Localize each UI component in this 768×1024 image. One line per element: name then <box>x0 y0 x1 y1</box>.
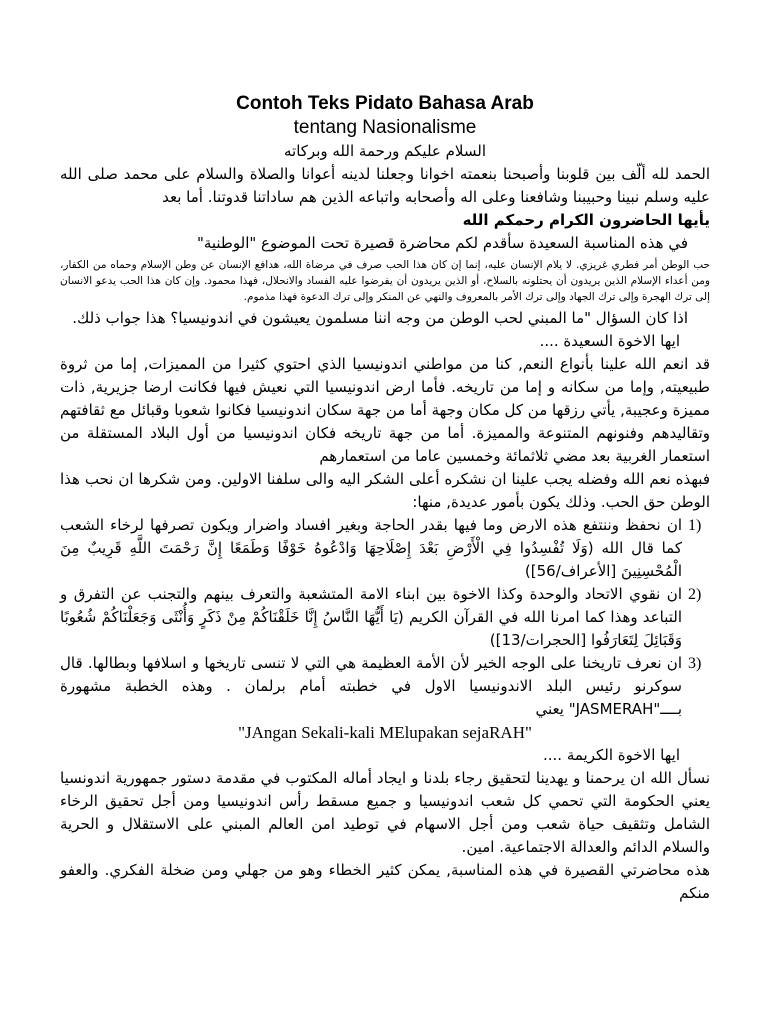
list-item-number: 1) <box>688 517 702 534</box>
gratitude-paragraph: فبهذه نعم الله وفضله يجب علينا ان نشكره أعلى الشكر اليه والى سلفنا الاولين. ومن شكرها ان نحب هذا الوطن حق الحب. وذلك يكون بأمور عديدة, منها: <box>60 470 710 511</box>
topic-line: في هذه المناسبة السعيدة سأقدم لكم محاضرة قصيرة تحت الموضوع "الوطنية" <box>196 234 688 252</box>
audience-greeting: يأيها الحاضرون الكرام رحمكم الله <box>462 211 710 229</box>
brothers-line-1: ايها الاخوة السعيدة .... <box>539 332 680 350</box>
list-item <box>60 583 710 652</box>
closing-paragraph: هذه محاضرتي القصيرة في هذه المناسبة, يمكن كثير الخطاء وهو من جهلي ومن ضخلة الفكري. والعفو منكم <box>60 861 710 902</box>
list-item-text: ان نقوي الاتحاد والوحدة وكذا الاخوة بين ابناء الامة المتشعبة والتعرف بينهم والتجنب عن التفرق و التباعد وهذا كما امرنا الله في القرآن الكريم (يَا أَيُّهَا النَّاسُ إِنَّا خَلَقْنَاكُمْ مِنْ ذَكَرٍ وَأُنْثَى وَجَعَلْنَاكُمْ شُعُوبًا وَقَبَائِلَ لِتَعَارَفُوا [الحجرات/13]) <box>60 585 682 649</box>
title-line-2: tentang Nasionalisme <box>293 117 477 138</box>
list-item-text: ان نعرف تاريخنا على الوجه الخير لأن الأمة العظيمة هي التي لا تنسى تاريخها و اسلافها وبطالها. قال سوكرنو رئيس البلد الاندونيسيا الاول في خطبته أمام برلمان . وهذه الخطبة مشهورة بــــ"JASMERAH" يعني <box>60 654 682 718</box>
list-item <box>60 652 710 721</box>
small-quote-paragraph: حب الوطن أمر فطري غريزي. لا يلام الإنسان عليه، إنما إن كان هذا الحب صرف في مرضاة الله، هدافع الإنسان عن وطن الإسلام وحماه من الكفار، ومن أعداء الإسلام الذين يريدون أن يحتلونه بالسلاح، أو الذين يريدون أن يفرضوا عليه الفساد والانحلال، فهذا محمود. وإن كان هذا الحب يدعو الانسان إلى ترك الهجرة وإلى ترك الجهاد وإلى ترك الأمر بالمعروف والنهي عن المنكر وإلى ترك الدعوة فهذا مذموم. <box>60 259 710 303</box>
blessing-paragraph: قد انعم الله علينا بأنواع النعم, كنا من مواطني اندونيسيا الذي احتوي كثيرا من المميزات, إما من ثروة طبيعيته, وإما من سكانه و إما من تاريخه. فأما ارض اندونيسيا التي نعيش فيها فكانت ارضا جزيرية, ذات مميزة وعجيبة, يأتي رزقها من كل مكان وجهة أما من جهة سكان اندونيسيا فكانوا شعوبا وقبائل مع ثقافتهم وتقاليدهم وفنونهم المتنوعة والمميزة. أما من جهة تاريخه فكان اندونيسيا من أول البلاد المستقلة من استعمار الغربية بعد مضي ثلاثمائة وخمسين عاما من استعمارهم <box>60 355 710 465</box>
title-line-1: Contoh Teks Pidato Bahasa Arab <box>236 93 534 114</box>
salam-line: السلام عليكم ورحمة الله وبركاته <box>284 142 486 160</box>
list-item <box>60 514 710 583</box>
list-item-text: ان نحفظ وننتفع هذه الارض وما فيها بقدر الحاجة وبغير افساد واضرار ويكون تصرفها لرخاء الشعب كما قال الله (وَلَا تُفْسِدُوا فِي الْأَرْضِ بَعْدَ إِصْلَاحِهَا وَادْعُوهُ خَوْفًا وَطَمَعًا إِنَّ رَحْمَتَ اللَّهِ قَرِيبٌ مِنَ الْمُحْسِنِينَ [الأعراف/56]) <box>60 516 682 580</box>
prayer-paragraph: نسأل الله ان يرحمنا و يهدينا لتحقيق رجاء بلدنا و ايجاد أماله المكتوب في مقدمة دستور جمهورية اندونسيا يعني الحكومة التي تحمي كل شعب اندونيسيا و جميع مسقط رأس اندونيسيا ومن أجل تحقيق الرخاء الشامل وتثقيف حياة شعب ومن أجل الاسهام في توطيد امن العالم المبني على الاستقلال و الحرية والسلام الدائم والعدالة الاجتماعية. امين. <box>60 769 710 856</box>
list-item-number: 2) <box>688 586 702 603</box>
hamdalah-paragraph: الحمد لله ألّف بين قلوبنا وأصبحنا بنعمته اخوانا وجعلنا لدينه أعوانا والصلاة والسلام على محمد صلى الله عليه وسلم نبينا وحبيبنا وشافعنا وعلى اله وأصحابه واتباعه الذين هم ساداتنا قدوتنا. أما بعد <box>60 165 710 206</box>
question-paragraph: اذا كان السؤال "ما المبني لحب الوطن من وجه اننا مسلمون يعيشون في اندونيسيا؟ هذا جواب ذلك. <box>72 309 688 327</box>
list-item-number: 3) <box>688 655 702 672</box>
jasmerah-line: "JAngan Sekali-kali MElupakan sejaRAH" <box>238 723 532 742</box>
brothers-line-2: ايها الاخوة الكريمة .... <box>543 746 680 764</box>
